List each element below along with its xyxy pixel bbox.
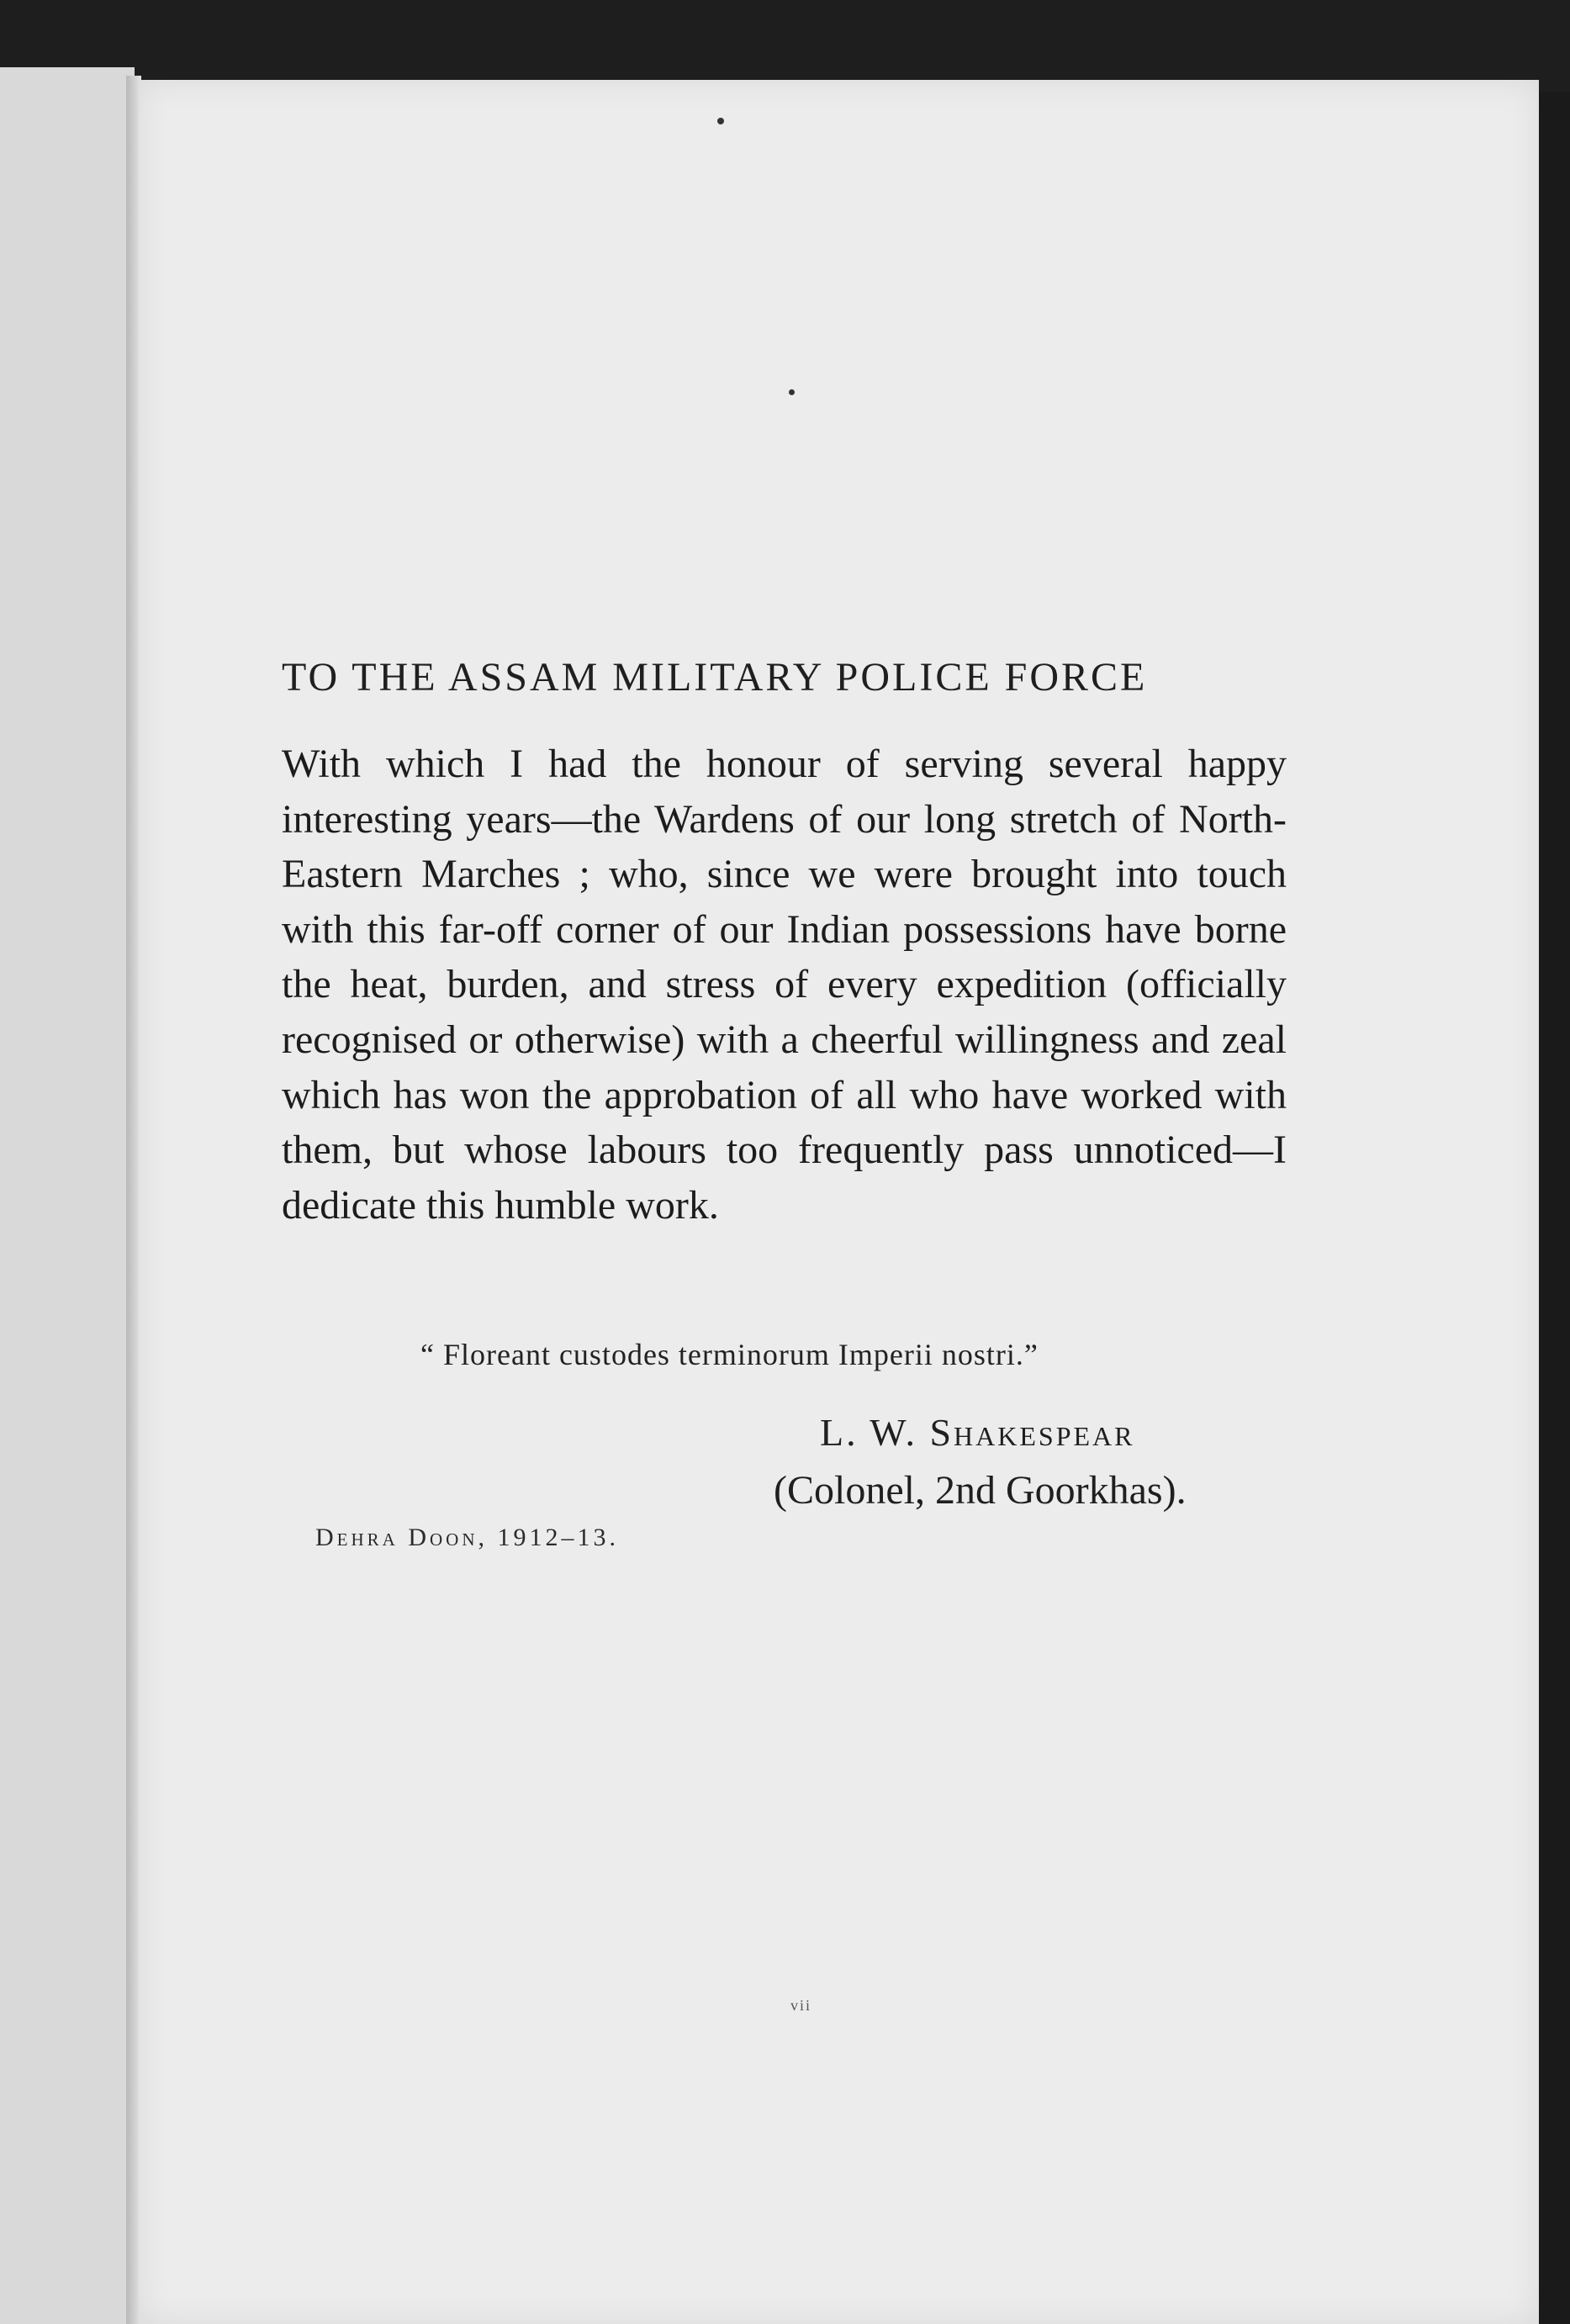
author-rank: (Colonel, 2nd Goorkhas). [774,1468,1187,1513]
page-edge-shadow [1539,92,1570,2324]
facing-page-edge [0,67,135,2324]
author-signature: L. W. Shakespear [820,1411,1135,1454]
dedication-heading: TO THE ASSAM MILITARY POLICE FORCE [282,655,1148,700]
latin-motto: “ Floreant custodes terminorum Imperii nostri.” [420,1338,1039,1371]
speck-mark [717,118,724,124]
dedication-text: With which I had the honour of serving several happy interesting years—the Wardens of our long stretch of North-Eastern Marches ; who, since we were brought into touch with this far-off corner of our Indian possessions have borne the heat, burden, and stress of every expedition (officially recognised or otherwise) with a cheerful willingness and zeal which has won the approbation of all who have worked with them, but whose labours too frequently pass unnoticed—I dedicate this humble work. [282,742,1287,1228]
place-and-date: Dehra Doon, 1912–13. [315,1524,619,1551]
speck-mark [789,389,795,395]
page-number: vii [790,1997,812,2014]
